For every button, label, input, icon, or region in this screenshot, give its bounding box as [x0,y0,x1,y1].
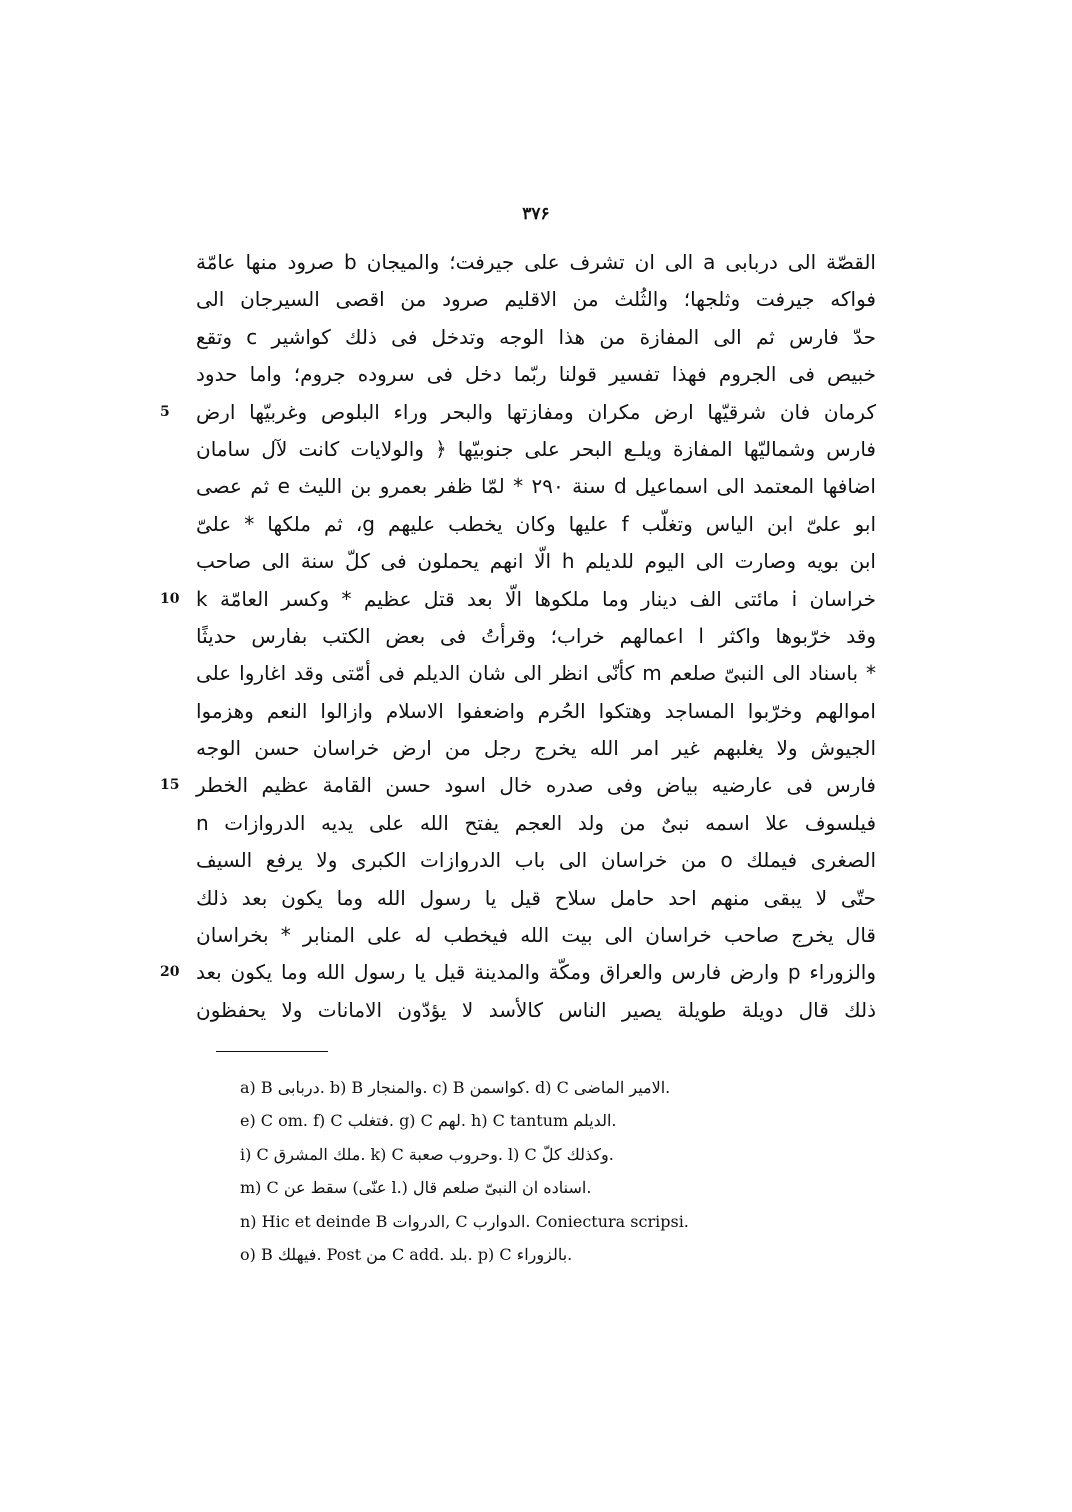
footnote-line: e) C om. f) C فتغلب. g) C لهم. h) C tantum الديلم. [240,1111,617,1131]
text-line [196,805,876,842]
text-line [196,880,876,917]
line-text: والزوراء p وارض فارس والعراق ومكّة والمدينة قيل يا رسول الله وما يكون بعد [196,960,877,985]
line-text: فارس وشماليّها المفازة ويلـع البحر على جنوبيّها ﴿ والولايات كانت لآل سامان [196,436,876,461]
text-line [196,655,876,692]
text-line [160,767,876,804]
line-text: الجيوش ولا يغلبهم غير امر الله يخرج رجل من ارض خراسان حسن الوجه [196,736,876,761]
line-text: حدّ فارس ثم الى المفازة من هذا الوجه وتدخل فى ذلك كواشير c وتقع [196,324,876,349]
text-line [196,281,876,318]
text-line [160,954,877,991]
line-text: قال يخرج صاحب خراسان الى بيت الله فيخطب له على المنابر * بخراسان [196,923,876,948]
line-text: اموالهم وخرّبوا المساجد وهتكوا الحُرم واضعفوا الاسلام وازالوا النعم وهزموا [196,698,876,723]
line-text: القصّة الى دربابى a الى ان تشرف على جيرفت؛ والميجان b صرود منها عامّة [196,250,876,274]
text-line [196,693,876,730]
text-line [196,319,876,356]
line-number: 20 [160,964,180,981]
footnote-line: i) C ملك المشرق. k) C وحروب صعبة. l) C وكذلك كلّ. [240,1144,614,1164]
line-number: 5 [160,403,170,420]
footnote-line: o) B فيهلك. Post من C add. بلد. p) C بالزوراء. [240,1244,573,1264]
text-line [196,618,876,655]
text-line [196,506,876,543]
text-line [196,842,876,879]
line-text: وقد خرّبوها واكثر l اعمالهم خراب؛ وقرأتُ فى بعض الكتب بفارس حديثًا [196,623,876,648]
line-text: ابو علىّ ابن الياس وتغلّب f عليها وكان يخطب عليهم g، ثم ملكها * علىّ [196,511,877,536]
text-line [196,917,876,954]
line-text: الصغرى فيملك o من خراسان الى باب الدروازات الكبرى ولا يرفع السيف [196,848,876,873]
footnote-line: a) B دربابى. b) B والمنجار. c) B كواسمن. d) C الامير الماضى. [240,1078,671,1097]
line-number: 15 [160,777,180,794]
text-line [160,581,876,618]
line-text: خبيص فى الجروم فهذا تفسير قولنا ربّما دخل فى سروده جروم؛ واما حدود [196,362,876,387]
line-text: حتّى لا يبقى منهم احد حامل سلاح قيل يا رسول الله وما يكون بعد ذلك [196,885,876,910]
text-line [196,543,876,580]
footnote-divider [216,1051,328,1052]
footnote-line: m) C سقط عن (عنّى l.) اسناده ان النبىّ صلعم قال. [240,1178,592,1198]
page-number: ۳۷۶ [522,204,550,224]
footnote-line: n) Hic et deinde B الدروات, C الدوارب. Coniectura scripsi. [240,1211,689,1231]
line-text: كرمان فان شرقيّها ارض مكران ومفازتها والبحر وراء البلوص وغربيّها ارض [196,399,876,424]
line-text: فيلسوف علا اسمه نبىٌ من ولد العجم يفتح الله على يديه الدروازات n [196,810,876,835]
line-text: فارس فى عارضيه بياض وفى صدره خال اسود حسن القامة عظيم الخطر [196,773,876,798]
line-text: فواكه جيرفت وثلجها؛ والثُلث من الاقليم صرود من اقصى السيرجان الى [196,287,876,312]
text-line [196,244,876,281]
line-text: ذلك قال دويلة طويلة يصير الناس كالأسد لا يؤدّون الامانات ولا يحفظون [196,997,876,1022]
text-line [196,431,876,468]
footnotes-block [240,1071,860,1271]
line-text: خراسان i مائتى الف دينار وما ملكوها الّا بعد قتل عظيم * وكسر العامّة k [196,586,876,611]
text-line [196,992,876,1029]
text-line [196,356,876,393]
line-text: ابن بويه وصارت الى اليوم للديلم h الّا انهم يحملون فى كلّ سنة الى صاحب [196,549,876,574]
line-number: 10 [160,590,180,607]
line-text: * باسناد الى النبىّ صلعم m كأنّى انظر الى شان الديلم فى أمّتى وقد اغاروا على [196,661,877,686]
text-line [160,394,876,431]
line-text: اضافها المعتمد الى اسماعيل d سنة ۲۹۰ * لمّا ظفر بعمرو بن الليث e ثم عصى [196,474,876,499]
text-line [196,730,876,767]
text-line [196,468,876,505]
main-text-block [160,244,877,1029]
